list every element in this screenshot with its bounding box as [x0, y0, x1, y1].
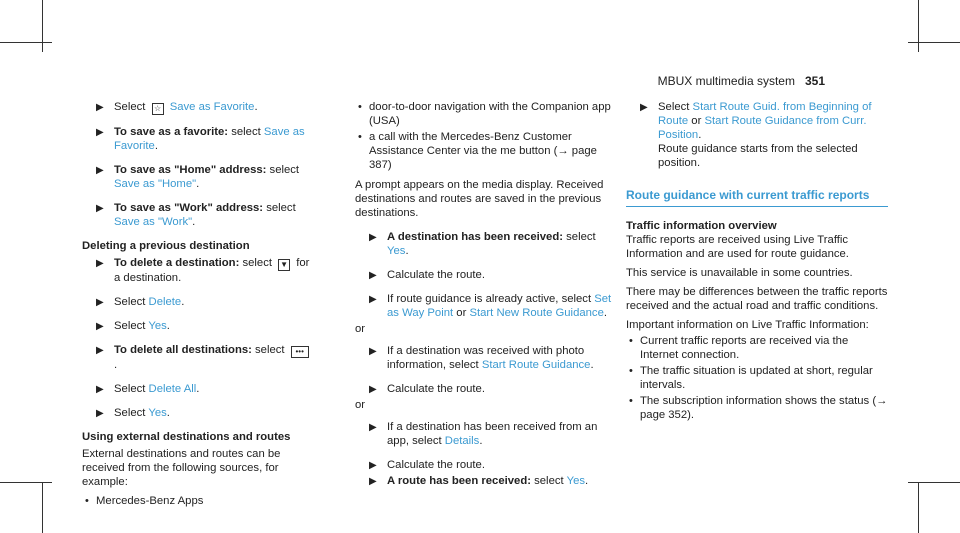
step: ▶ To delete a destination: select ▼ for a destination. — [96, 257, 310, 284]
column-2 — [355, 100, 617, 498]
page-number: 351 — [804, 74, 825, 88]
arrow-icon: ▶ — [96, 102, 104, 113]
column-3 — [626, 100, 888, 424]
list-item: • door-to-door navigation with the Companion app (USA) — [358, 101, 611, 127]
crop-mark — [0, 42, 52, 43]
arrow-icon: ▶ — [96, 321, 104, 332]
paragraph: This service is unavailable in some countries. — [626, 267, 853, 279]
crop-mark — [908, 42, 960, 43]
arrow-icon: ▶ — [369, 476, 377, 487]
step: ▶ Calculate the route. — [369, 383, 485, 395]
page-header — [658, 74, 825, 88]
arrow-icon: ▶ — [96, 297, 104, 308]
section-heading: Deleting a previous destination — [82, 240, 250, 252]
menu-item-link: Yes — [148, 320, 167, 332]
arrow-icon: ▶ — [369, 232, 377, 243]
arrow-icon: ▶ — [96, 384, 104, 395]
arrow-icon: ▶ — [96, 203, 104, 214]
header-title: MBUX multimedia system — [657, 74, 795, 88]
arrow-icon: ▶ — [369, 346, 377, 357]
section-title: Route guidance with current traffic reports — [626, 188, 888, 207]
paragraph: A prompt appears on the media display. Received destinations and routes are saved in the previous destinations. — [355, 179, 604, 219]
step: ▶ Select ☆ Save as Favorite. — [96, 101, 258, 113]
menu-item-link: Delete All — [148, 383, 197, 395]
paragraph: Important information on Live Traffic Information: — [626, 319, 869, 331]
section-heading: Using external destinations and routes — [82, 431, 291, 443]
arrow-icon: ▶ — [96, 165, 104, 176]
list-item: • The traffic situation is updated at short, regular intervals. — [629, 365, 873, 391]
paragraph: There may be differences between the traffic reports received and the actual road and traffic conditions. — [626, 286, 888, 312]
menu-item-link: Yes — [387, 245, 406, 257]
more-icon: ••• — [291, 346, 309, 358]
paragraph: External destinations and routes can be received from the following sources, for example: — [82, 448, 281, 488]
or-separator: or — [355, 323, 366, 335]
arrow-icon: ▶ — [369, 422, 377, 433]
arrow-icon: ▶ — [369, 294, 377, 305]
crop-mark — [0, 482, 52, 483]
arrow-icon: ▶ — [96, 345, 104, 356]
step: ▶ Select Delete All. — [96, 383, 200, 395]
step: ▶ A destination has been received: select Yes. — [369, 231, 596, 257]
or-separator: or — [355, 399, 366, 411]
arrow-icon: ▶ — [640, 102, 648, 113]
menu-item-link: Save as "Work" — [114, 216, 193, 228]
chevron-down-icon: ▼ — [278, 259, 290, 271]
bullet-icon: • — [629, 395, 633, 407]
paragraph: Traffic reports are received using Live Traffic Information and are used for route guidance. — [626, 234, 849, 260]
list-item: • Mercedes-Benz Apps — [85, 495, 204, 507]
list-item: • Current traffic reports are received via the Internet connection. — [629, 335, 849, 361]
arrow-icon: ▶ — [96, 127, 104, 138]
step: ▶ To save as "Work" address: select Save as "Work". — [96, 202, 296, 228]
menu-item-link: Yes — [148, 407, 167, 419]
crop-mark — [918, 0, 919, 52]
star-icon: ☆ — [152, 103, 164, 115]
step: ▶ If route guidance is already active, select Set as Way Point or Start New Route Guidance. — [369, 293, 612, 319]
crop-mark — [42, 482, 43, 533]
bullet-icon: • — [358, 101, 362, 113]
menu-item-link: Save as Favorite — [169, 101, 255, 113]
step: ▶ If a destination has been received from an app, select Details. — [369, 421, 598, 447]
arrow-icon: ▶ — [369, 270, 377, 281]
step: ▶ Select Yes. — [96, 320, 170, 332]
section-heading: Traffic information overview — [626, 220, 777, 232]
step: ▶ Select Start Route Guid. from Beginning of Route or Start Route Guidance from Curr. Position. Route guidance starts from the selected position. — [640, 101, 872, 169]
menu-item-link: Start New Route Guidance — [469, 307, 604, 319]
crop-mark — [42, 0, 43, 52]
step: ▶ To delete all destinations: select •••. — [82, 343, 314, 372]
menu-item-link: Details — [444, 435, 480, 447]
bullet-icon: • — [85, 495, 89, 507]
step: ▶ Select Yes. — [96, 407, 170, 419]
list-item: • The subscription information shows the status (→ page 352). — [629, 395, 888, 421]
crop-mark — [908, 482, 960, 483]
bullet-icon: • — [358, 131, 362, 143]
bullet-icon: • — [629, 335, 633, 347]
menu-item-link: Start Route Guidance — [481, 359, 591, 371]
arrow-icon: ▶ — [369, 384, 377, 395]
step: ▶ Calculate the route. — [369, 269, 485, 281]
step: ▶ If a destination was received with photo information, select Start Route Guidance. — [369, 345, 594, 371]
step: ▶ Calculate the route. — [369, 459, 485, 471]
arrow-icon: ▶ — [96, 408, 104, 419]
list-item: • a call with the Mercedes-Benz Customer Assistance Center via the me button (→ page 387) — [358, 131, 597, 171]
crop-mark — [918, 482, 919, 533]
menu-item-link: Delete — [148, 296, 182, 308]
menu-item-link: Save as "Home" — [114, 178, 197, 190]
menu-item-link: Save as Favorite — [114, 126, 305, 152]
menu-item-link: Start Route Guid. from Beginning of Route — [658, 101, 872, 127]
menu-item-link: Start Route Guidance from Curr. Position — [658, 115, 867, 141]
step: ▶ To save as a favorite: select Save as Favorite. — [96, 126, 305, 152]
arrow-icon: ▶ — [369, 460, 377, 471]
step: ▶ A route has been received: select Yes. — [369, 475, 589, 487]
step: ▶ Select Delete. — [96, 296, 185, 308]
bullet-icon: • — [629, 365, 633, 377]
menu-item-link: Set as Way Point — [387, 293, 612, 319]
menu-item-link: Yes — [566, 475, 586, 487]
column-1 — [82, 100, 314, 510]
step: ▶ To save as "Home" address: select Save as "Home". — [96, 164, 300, 190]
arrow-icon: ▶ — [96, 258, 104, 269]
